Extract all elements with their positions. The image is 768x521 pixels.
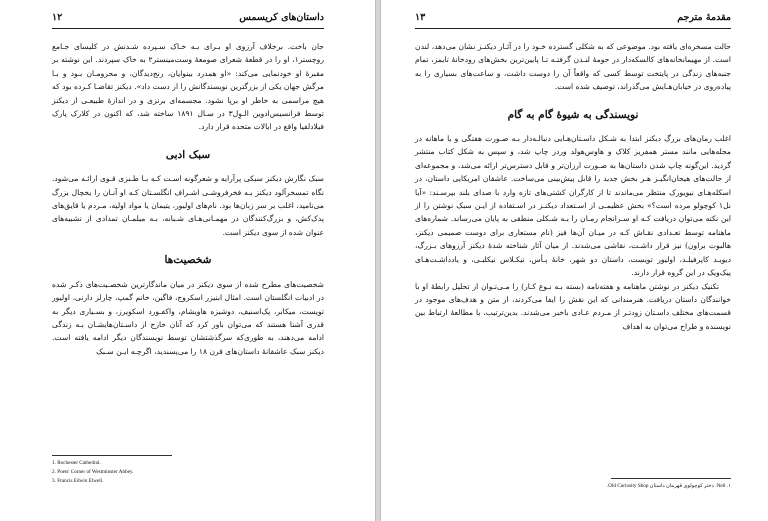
right-page-number: ۱۳ (415, 12, 426, 23)
footnote-2: 2. Poets' Corner of Westminster Abbey. (52, 469, 134, 475)
left-running-title: داستان‌های کریسمس (239, 12, 324, 23)
right-page (380, 0, 768, 521)
heading-step-by-step: نویسندگی به شیوهٔ گام به گام (507, 108, 639, 121)
left-body-text (52, 40, 324, 358)
right-running-title: مقدمهٔ مترجم (677, 12, 731, 23)
heading-characters: شخصیت‌ها (164, 254, 212, 267)
footnote-3: 3. Francis Edwin Elwell. (52, 478, 104, 484)
left-paragraph-1: جان باخت. برخلاف آرزوی او بـرای بـه خـاک سـپرده شـدنش در کلیسای جـامع روچستر۱، او را در قطعهٔ شعرای صومعهٔ وست‌مینستر۲ به خاک سپردند. این نوشته بر مقبرهٔ او خودنمایی می‌کند: «او همدرد بینوایان، رنج‌دیدگان، و محرومـان بـود و بـا مرگش جهان یکی از بزرگترین نویسندگانش را از دست داد». دیکنز تقاضـا کـرده بود که هیچ مراسمی به خاطر او برپا نشود. مجسمه‌ای برنزی و در اندازهٔ طبیعـی از دیکنز توسط فرانسیس‌ادوین الـوِل۳ در سـال ۱۸۹۱ ساخته شد، که اکنون در کلارک پارک فیلادلفیا واقع در ایالات متحده قرار دارد. (52, 42, 325, 132)
right-paragraph-3: تکنیک دیکنز در نوشتن ماهنامه و هفته‌نامه (بسته بـه نـوع کـار) را مـی‌تـوان از تحلیل رابطهٔ او با خوانندگان داستان دریافت. هنرمندانی که این نقش را ایفا می‌کردند، از متن و هدف‌های موجود در قسمت‌های مختلف داسـتان زودتـر از مـردم عـادی باخبر می‌شدند. بدین‌ترتیب، با مطالعهٔ ارتباط بین نویسنده و طراح می‌توان به اهداف (415, 281, 731, 331)
right-paragraph-2: اغلب رمان‌های بزرگ دیکنز ابتدا به شـکل داسـتان‌هـایی دنبالـه‌دار بـه صـورت هفتگی و یا ماهانه در مجله‌هایی مانند مستر همفریز کلاک و هاوس‌هولد وردز چاپ شد، و سپس به شکل کتاب منتشر گردید. این‌گونه چاپ شدن داستان‌ها به صـورت ارزان‌تر و قابل دسترس‌تر ارائه می‌شد، و مجموعه‌ای از حالت‌های هیجان‌انگیـز هـر بخش جدید را قابل پیش‌بینی می‌ساخت. عاشقان امریکایی داستان، در اسکله‌هـای نیویورک منتظر می‌ماندند تا از کارگران کشتی‌های تازه وارد با صدای بلند بپرسـند: «آیا نل۱ کوچولو مرده است؟» بخش عظیمـی از اسـتعداد دیکنـز در اسـتفاده از ایـن سبک نوشتن را از این نکته می‌توان دریافت کـه او سـرانجام رمـان را بـه شـکلی منطقی به پایان می‌رساند. شماره‌های ماهنامه توسط تعـدادی نقـاش کـه در میـان آن‌ها فیز (نام مستعاری برای دوست صمیمی دیکنز، هالبوت براون) نیز قرار داشـت، نقاشی می‌شدند. از میان آثار شناخته شدهٔ دیکنز آرزوهای بـزرگ، دیویـد کاپرفیلـد، اولیور تویست، داستان دو شهر، خانهٔ پـأس، نیکـلاس نیکلبـی، و یادداشـت‌هـای پیک‌ویک در این گروه قرار دارند. (415, 134, 731, 278)
left-page (0, 0, 376, 521)
left-header-rule (52, 28, 324, 29)
right-body-text (415, 40, 731, 333)
left-page-number: ۱۲ (52, 12, 63, 23)
heading-literary-style: سبک ادبی (165, 148, 211, 161)
footnote-rule (52, 455, 172, 456)
right-header-rule (415, 28, 731, 29)
right-paragraph-1: حالت مسخره‌ای یافته بود. موضوعی که به شکلی گسترده خـود را در آثـار دیکنـز نشان می‌دهد، لندن است. از مهیمانخانه‌های کالسکه‌دار در حومهٔ لنـدن گرفتـه تـا پایین‌ترین بخش‌های رودخانهٔ تایمز، تمام جنبه‌های زندگی در پایتخت توسط کسی که واقعاً آن را دوست داشت، و ساعت‌های بسیاری را به پیاده‌روی در خیابان‌هـایش می‌گذراند، توصیف شده است. (415, 42, 731, 92)
left-paragraph-characters: شخصیت‌های مطرح شده از سوی دیکنز در میان ماندگارترین شخصـیت‌های ذکـر شده در ادبیات انگلستان است. امثال ابنیزر اسکروج، فاگین، خانم گمپ، چارلز دارنی، اولیور تویست، میکابر، پک‌اسنیف، دوشیزه هاویشام، واکفـورد اسکویرز، و بسـیاری دیگر به قدری آشنا هستند که می‌توان باور کرد که آنان خارج از داسـتان‌هایشـان بـه زندگی ادامه می‌دهند، به طوری‌که سرگذشتشان توسط نویسندگان دیگر ادامه یافته است. دیکنز سبک عاشقانهٔ داستان‌های قرن ۱۸ را می‌پسندید، اگرچـه ایـن سـبک (52, 279, 324, 356)
footnote-rule-right (611, 478, 731, 479)
footnote-1: 1. Rochester Cathedral. (52, 460, 101, 466)
footnote-nell: Nell .۱: دختر کوچولوی قهرمان داستان Old Curiosity Shop. (606, 483, 731, 489)
left-paragraph-style: سبک نگارش دیکنز سبکی پرآرایه و شعرگونه اسـت کـه بـا طـنزی قـوی ارائـه می‌شود. نگاه تمسخرآلود دیکنز بـه فخرفروشـی اشـراف انگلسـتان کـه او آنـان را یخچال بزرگ می‌نامید، اغلب بر سر زبان‌ها بود. نام‌های اولیور، یتیمان یا مواد اولیه، مـردم یا قایق‌های پدک‌کش، و بزرگ‌کنندگان در مهمـانی‌هـای شـبانه، بـه میلمـان تمدادی از تشبیه‌های عنوان شده از سوی دیکنز است. (52, 174, 324, 237)
left-footnotes (52, 455, 324, 486)
right-footnotes (415, 478, 731, 491)
